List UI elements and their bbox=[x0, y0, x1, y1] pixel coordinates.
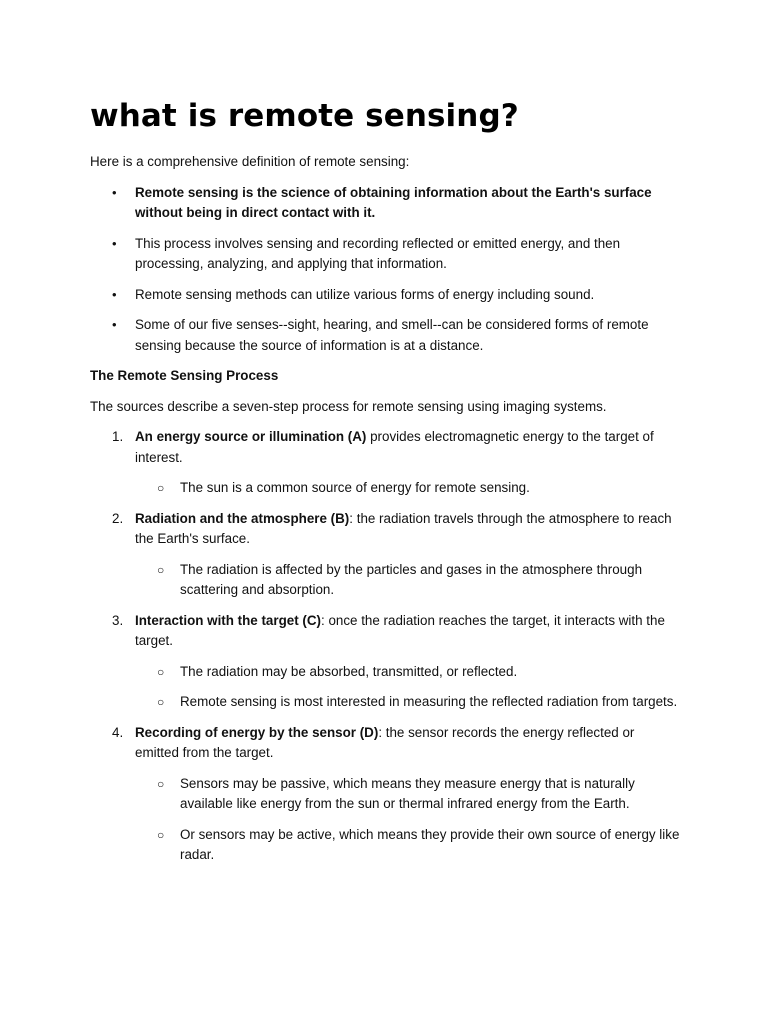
step-number: 1. bbox=[112, 429, 124, 444]
step-sublist bbox=[135, 478, 680, 499]
step-sublist bbox=[135, 774, 680, 866]
intro-paragraph: Here is a comprehensive definition of remote sensing: bbox=[90, 154, 410, 169]
process-step bbox=[90, 723, 680, 866]
process-step bbox=[90, 509, 680, 601]
sub-bullet-marker: ○ bbox=[157, 827, 165, 842]
definition-item-text: Remote sensing methods can utilize various forms of energy including sound. bbox=[135, 286, 595, 302]
sub-bullet-marker: ○ bbox=[157, 664, 165, 679]
sub-bullet-marker: ○ bbox=[157, 562, 165, 577]
sub-item-text: The sun is a common source of energy for remote sensing. bbox=[180, 480, 530, 495]
step-number: 2. bbox=[112, 510, 124, 526]
sub-bullet-marker: ○ bbox=[157, 695, 165, 709]
sub-item-text: The radiation may be absorbed, transmitted, or reflected. bbox=[180, 663, 518, 679]
bullet-marker: • bbox=[112, 184, 117, 200]
definition-item-text: This process involves sensing and recording reflected or emitted energy, and then processing, analyzing, and applying that information. bbox=[135, 235, 621, 271]
page-title: what is remote sensing? bbox=[90, 98, 519, 134]
sub-item bbox=[135, 692, 680, 713]
bullet-marker: • bbox=[112, 317, 117, 332]
sub-bullet-marker: ○ bbox=[157, 776, 165, 791]
step-title: Recording of energy by the sensor (D) bbox=[135, 724, 379, 740]
step-title: Radiation and the atmosphere (B) bbox=[135, 510, 350, 526]
definition-item bbox=[90, 285, 680, 306]
step-text: provides electromagnetic energy to the target of interest. bbox=[135, 429, 654, 465]
step-sublist bbox=[135, 560, 680, 601]
sub-item-text: Remote sensing is most interested in measuring the reflected radiation from targets. bbox=[180, 694, 678, 709]
step-number: 4. bbox=[112, 724, 124, 740]
step-text: : the sensor records the energy reflected or emitted from the target. bbox=[135, 724, 635, 760]
sub-item-text: Or sensors may be active, which means they provide their own source of energy like radar. bbox=[180, 826, 680, 862]
sub-item bbox=[135, 825, 680, 866]
bullet-marker: • bbox=[112, 286, 117, 302]
section-heading: The Remote Sensing Process bbox=[90, 368, 279, 383]
bullet-marker: • bbox=[112, 235, 117, 251]
step-number: 3. bbox=[112, 612, 124, 628]
definition-item-bold: Remote sensing is the science of obtaining information about the Earth's surface without being in direct contact with it. bbox=[135, 184, 652, 220]
definition-item bbox=[90, 234, 680, 275]
definition-item bbox=[90, 315, 680, 356]
sub-item-text: The radiation is affected by the particles and gases in the atmosphere through scattering and absorption. bbox=[180, 561, 643, 597]
sub-item bbox=[135, 662, 680, 683]
definition-list bbox=[90, 183, 680, 357]
definition-item-text: Some of our five senses--sight, hearing, and smell--can be considered forms of remote sensing because the source of information is at a distance. bbox=[135, 317, 649, 353]
definition-item bbox=[90, 183, 680, 224]
document-body bbox=[90, 96, 680, 876]
process-steps-list bbox=[90, 427, 680, 866]
step-text: : once the radiation reaches the target, it interacts with the target. bbox=[135, 612, 665, 648]
step-title: An energy source or illumination (A) bbox=[135, 429, 367, 444]
process-step bbox=[90, 611, 680, 713]
sub-bullet-marker: ○ bbox=[157, 481, 165, 495]
sub-item-text: Sensors may be passive, which means they measure energy that is naturally available like energy from the sun or thermal infrared energy from the Earth. bbox=[180, 775, 635, 811]
process-intro: The sources describe a seven-step process for remote sensing using imaging systems. bbox=[90, 398, 607, 414]
sub-item bbox=[135, 774, 680, 815]
sub-item bbox=[135, 478, 680, 499]
process-step bbox=[90, 427, 680, 499]
step-sublist bbox=[135, 662, 680, 713]
step-text: : the radiation travels through the atmosphere to reach the Earth's surface. bbox=[135, 510, 672, 546]
step-title: Interaction with the target (C) bbox=[135, 612, 321, 628]
sub-item bbox=[135, 560, 680, 601]
